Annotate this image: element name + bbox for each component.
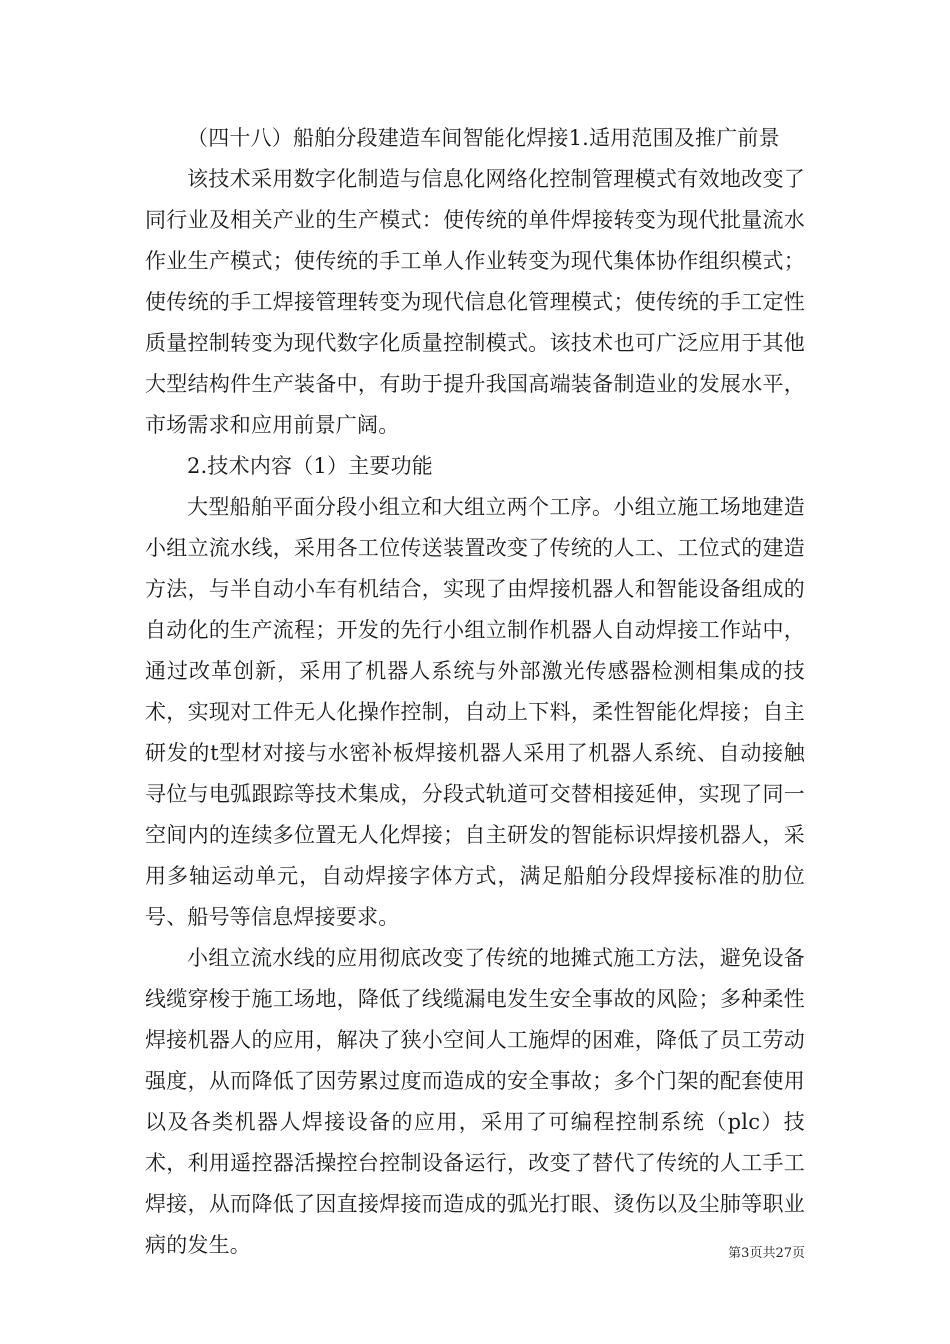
paragraph-scope: 该技术采用数字化制造与信息化网络化控制管理模式有效地改变了同行业及相关产业的生产模式：使传统的单件焊接转变为现代批量流水作业生产模式；使传统的手工单人作业转变为现代集体协作组织模式；使传统的手工焊接管理转变为现代信息化管理模式；使传统的手工定性质量控制转变为现代数字化质量控制模式。该技术也可广泛应用于其他大型结构件生产装备中，有助于提升我国高端装备制造业的发展水平，市场需求和应用前景广阔。 [145,167,805,437]
paragraph-safety-benefits: 小组立流水线的应用彻底改变了传统的地摊式施工方法，避免设备线缆穿梭于施工场地，降低了线缆漏电发生安全事故的风险；多种柔性焊接机器人的应用，解决了狭小空间人工施焊的困难，降低了员工劳动强度，从而降低了因劳累过度而造成的安全事故；多个门架的配套使用以及各类机器人焊接设备的应用，采用了可编程控制系统（plc）技术，利用遥控器活操控台控制设备运行，改变了替代了传统的人工手工焊接，从而降低了因直接焊接而造成的弧光打眼、烫伤以及尘肺等职业病的发生。 [145,946,805,1257]
document-body [145,118,805,1266]
section-subheading: 2.技术内容（1）主要功能 [187,454,433,478]
page-number: 第3页共27页 [728,1246,805,1261]
section-heading: （四十八）船舶分段建造车间智能化焊接1.适用范围及推广前景 [187,126,780,150]
paragraph-main-function: 大型船舶平面分段小组立和大组立两个工序。小组立施工场地建造小组立流水线，采用各工位传送装置改变了传统的人工、工位式的建造方法，与半自动小车有机结合，实现了由焊接机器人和智能设备组成的自动化的生产流程；开发的先行小组立制作机器人自动焊接工作站中，通过改革创新，采用了机器人系统与外部激光传感器检测相集成的技术，实现对工件无人化操作控制，自动上下料，柔性智能化焊接；自主研发的t型材对接与水密补板焊接机器人采用了机器人系统、自动接触寻位与电弧跟踪等技术集成，分段式轨道可交替相接延伸，实现了同一空间内的连续多位置无人化焊接；自主研发的智能标识焊接机器人，采用多轴运动单元，自动焊接字体方式，满足船舶分段焊接标准的肋位号、船号等信息焊接要求。 [145,495,805,929]
